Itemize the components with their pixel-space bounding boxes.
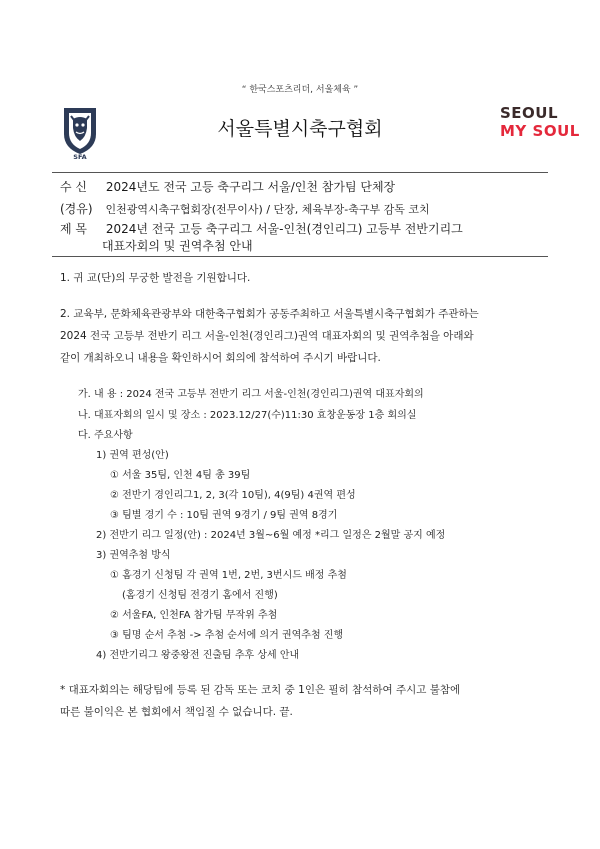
sfa-logo-text: SFA xyxy=(73,153,87,160)
note-line1: * 대표자회의는 해당팀에 등록 된 감독 또는 코치 중 1인은 필히 참석하여 주시고 불참에 xyxy=(60,684,461,696)
seoul-my-soul-logo xyxy=(500,104,580,148)
list-item: 4) 전반기리그 왕중왕전 진출팀 추후 상세 안내 xyxy=(96,650,300,661)
header-divider-bottom xyxy=(52,256,548,257)
header-divider-top xyxy=(52,172,548,173)
note-line2: 따른 불이익은 본 협회에서 책임질 수 없습니다. 끝. xyxy=(60,706,293,718)
via-row xyxy=(60,200,430,217)
subject-row xyxy=(60,220,463,237)
organization-title: 서울특별시축구협회 xyxy=(217,118,383,140)
subject-label: 제 목 xyxy=(60,222,87,236)
paragraph-2-line3: 같이 개최하오니 내용을 확인하시어 회의에 참석하여 주시기 바랍니다. xyxy=(60,352,381,364)
paragraph-2-line1: 2. 교육부, 문화체육관광부와 대한축구협회가 공동주최하고 서울특별시축구협회가 주관하는 xyxy=(60,308,479,320)
paragraph-1: 1. 귀 교(단)의 무궁한 발전을 기원합니다. xyxy=(60,272,251,284)
recipient-value: 2024년도 전국 고등 축구리그 서울/인천 참가팀 단체장 xyxy=(105,180,396,194)
list-item: 다. 주요사항 xyxy=(78,430,133,441)
via-value: 인천광역시축구협회장(전무이사) / 단장, 체육부장-축구부 감독 코치 xyxy=(105,203,430,216)
seoul-logo-line1: SEOUL xyxy=(500,104,559,122)
list-item: ③ 팀명 순서 추첨 -> 추첨 순서에 의거 권역추첨 진행 xyxy=(110,630,344,641)
list-item: 나. 대표자회의 일시 및 장소 : 2023.12/27(수)11:30 효창운동장 1층 회의실 xyxy=(78,410,417,421)
subject-line1: 2024년 전국 고등 축구리그 서울-인천(경인리그) 고등부 전반기리그 xyxy=(105,222,463,236)
slogan: “ 한국스포츠리더, 서울체육 ” xyxy=(241,85,359,95)
list-item: ② 서울FA, 인천FA 참가팀 무작위 추첨 xyxy=(110,610,278,621)
list-item: 1) 권역 편성(안) xyxy=(96,450,169,461)
list-item: ① 홈경기 신청팀 각 권역 1번, 2번, 3번시드 배정 추첨 xyxy=(110,570,347,581)
recipient-label: 수 신 xyxy=(60,180,87,194)
list-item: ② 전반기 경인리그1, 2, 3(각 10팀), 4(9팀) 4권역 편성 xyxy=(110,490,356,501)
subject-line2: 대표자회의 및 권역추첨 안내 xyxy=(102,239,253,253)
list-item: ① 서울 35팀, 인천 4팀 총 39팀 xyxy=(110,470,251,481)
seoul-logo-line2: MY SOUL xyxy=(500,122,580,140)
list-item: 가. 내 용 : 2024 전국 고등부 전반기 리그 서울-인천(경인리그)권역 대표자회의 xyxy=(78,389,424,400)
via-label: (경유) xyxy=(60,202,93,216)
list-item: (홈경기 신청팀 전경기 홈에서 진행) xyxy=(122,590,278,601)
list-item: 3) 권역추첨 방식 xyxy=(96,550,171,561)
recipient-row xyxy=(60,178,395,195)
list-item: 2) 전반기 리그 일정(안) : 2024년 3월~6월 예정 *리그 일정은 2월말 공지 예정 xyxy=(96,530,446,541)
paragraph-2-line2: 2024 전국 고등부 전반기 리그 서울-인천(경인리그)권역 대표자회의 및 권역추첨을 아래와 xyxy=(60,330,474,342)
list-item: ③ 팀별 경기 수 : 10팀 권역 9경기 / 9팀 권역 8경기 xyxy=(110,510,338,521)
